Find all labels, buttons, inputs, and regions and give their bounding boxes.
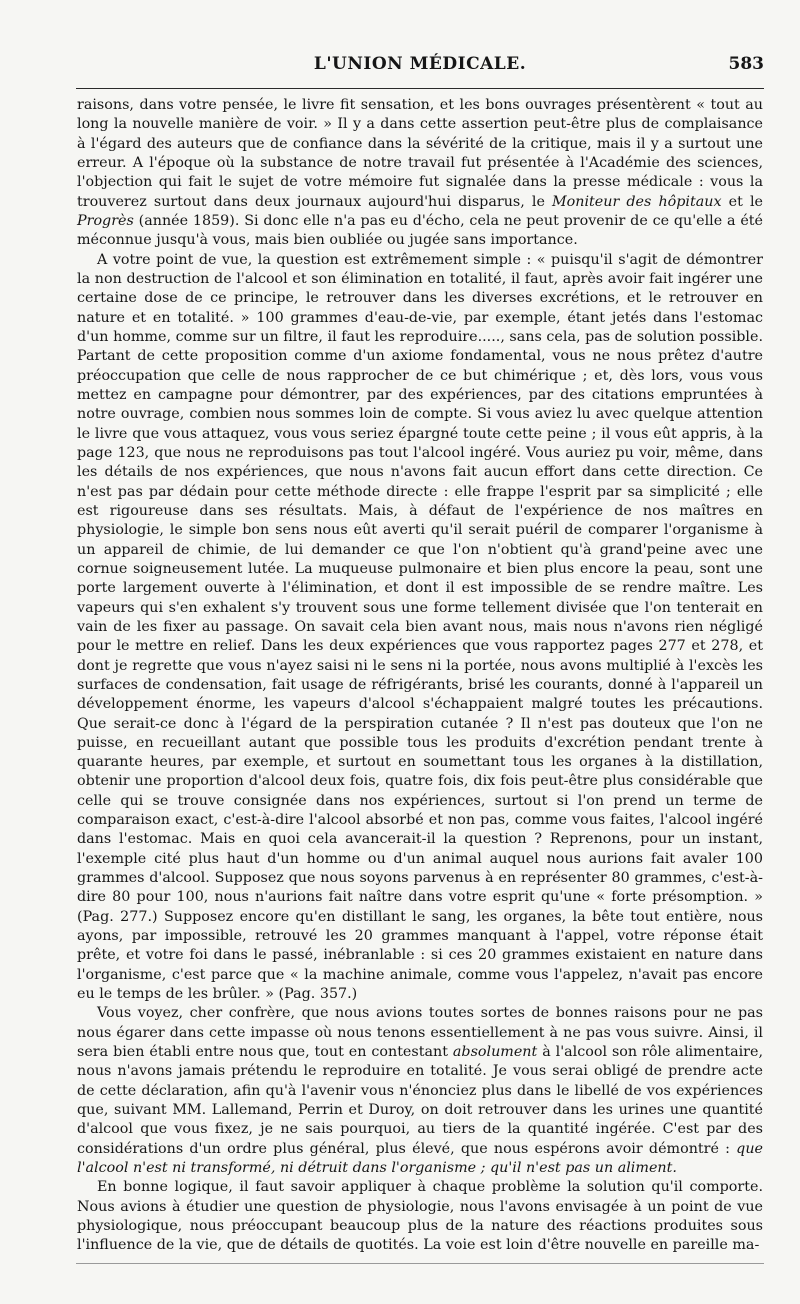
text-run: à l'alcool son rôle alimentaire, nous n'avons jamais prétendu le reproduire en totalité. Je vous serai obligé de prendre acte de cette déclaration, afin qu'à l'avenir vous n'énonciez plus dans le libellé de vos expériences que, suivant MM. Lallemand, Perrin et Duroy, on doit retrouver dans les urines une quantité d'alcool que vous fixez, je ne sais pourquoi, au tiers de la quantité ingérée. C'est par des considérations d'un ordre plus général, plus élevé, que nous espérons avoir démontré : <box>77 1044 764 1157</box>
paragraph-p3 <box>77 1004 763 1178</box>
paragraph-p1 <box>77 96 763 251</box>
paragraph-p4 <box>77 1178 763 1255</box>
page-number: 583 <box>728 54 764 74</box>
running-head <box>76 54 764 82</box>
paragraph-p2 <box>77 251 763 1005</box>
header-rule <box>76 88 764 89</box>
italic-text: Moniteur des hôpitaux <box>552 193 722 210</box>
text-run: En bonne logique, il faut savoir appliquer à chaque problème la solution qu'il comporte. Nous avions à étudier une question de physiologie, nous l'avons envisagée à un point de vue physiologique, nous préoccupant beaucoup plus de la nature des réactions produites sous l'influence de la vie, que de détails de quotités. La voie est loin d'être nouvelle en pareille ma- <box>77 1179 763 1254</box>
article-body <box>77 96 763 1256</box>
text-run: A votre point de vue, la question est extrêmement simple : « puisqu'il s'agit de démontrer la non destruction de l'alcool et son élimination en totalité, il faut, après avoir fait ingérer une certaine dose de ce principe, le retrouver dans les diverses excrétions, et le retrouver en nature et en totalité. » 100 grammes d'eau-de-vie, par exemple, étant jetés dans l'estomac d'un homme, comme sur un filtre, il faut les reproduire....., sans cela, pas de solution possible. Partant de cette proposition comme d'un axiome fondamental, vous ne nous prêtez d'autre préoccupation que celle de nous rapprocher de ce but chimérique ; et, dès lors, vous vous mettez en campagne pour démontrer, par des expériences, par des citations empruntées à notre ouvrage, combien nous sommes loin de compte. Si vous aviez lu avec quelque attention le livre que vous attaquez, vous vous seriez épargné toute cette peine ; il vous eût appris, à la page 123, que nous ne reproduisons pas tout l'alcool ingéré. Vous auriez pu voir, même, dans les détails de nos expériences, que nous n'avons fait aucun effort dans cette direction. Ce n'est pas par dédain pour cette méthode directe : elle frappe l'esprit par sa simplicité ; elle est rigoureuse dans ses résultats. Mais, à défaut de l'expérience de nos maîtres en physiologie, le simple bon sens nous eût averti qu'il serait puéril de comparer l'organisme à un appareil de chimie, de lui demander ce que l'on n'obtient qu'à grand'peine avec une cornue soigneusement lutée. La muqueuse pulmonaire et bien plus encore la peau, sont une porte largement ouverte à l'élimination, et dont il est impossible de se rendre maître. Les vapeurs qui s'en exhalent s'y trouvent sous une forme tellement divisée que l'on tenterait en vain de les fixer au passage. On savait cela bien avant nous, mais nous n'avons rien négligé pour le mettre en relief. Dans les deux expériences que vous rapportez pages 277 et 278, et dont je regrette que vous n'ayez saisi ni le sens ni la portée, nous avons multiplié à l'excès les surfaces de condensation, fait usage de réfrigérants, brisé les courants, donné à l'appareil un développement énorme, les vapeurs d'alcool s'échappaient malgré toutes les précautions. Que serait-ce donc à l'égard de la perspiration cutanée ? Il n'est pas douteux que l'on ne puisse, en recueillant autant que possible tous les produits d'excrétion pendant trente à quarante heures, par exemple, et surtout en soumettant tous les organes à la distillation, obtenir une proportion d'alcool deux fois, quatre fois, dix fois peut-être plus considérable que celle qui se trouve consignée dans nos expériences, surtout si l'on prend un terme de comparaison exact, c'est-à-dire l'alcool absorbé et non pas, comme vous faites, l'alcool ingéré dans l'estomac. Mais en quoi cela avancerait-il la question ? Reprenons, pour un instant, l'exemple cité plus haut d'un homme ou d'un animal auquel nous aurions fait avaler 100 grammes d'alcool. Supposez que nous soyons parvenus à en représenter 80 grammes, c'est-à-dire 80 pour 100, nous n'aurions fait naître dans votre esprit qu'une « forte présomption. » (Pag. 277.) Supposez encore qu'en distillant le sang, les organes, la bête tout entière, nous ayons, par impossible, retrouvé les 20 grammes manquant à l'appel, votre réponse était prête, et votre foi dans le passé, inébranlable : si ces 20 grammes existaient en nature dans l'organisme, c'est parce que « la machine animale, comme vous l'appelez, n'avait pas encore eu le temps de les brûler. » (Pag. 357.) <box>77 251 763 1003</box>
italic-text: que l'alcool n'est ni transformé, ni détruit dans l'organisme ; qu'il n'est pas un aliment. <box>77 1140 763 1177</box>
text-run: (année 1859). Si donc elle n'a pas eu d'écho, cela ne peut provenir de ce qu'elle a été méconnue jusqu'à vous, mais bien oubliée ou jugée sans importance. <box>77 212 763 249</box>
text-run: et le <box>721 193 763 210</box>
footer-rule <box>76 1263 764 1264</box>
italic-text: Progrès <box>77 212 134 229</box>
text-run: Vous voyez, cher confrère, que nous avions toutes sortes de bonnes raisons pour ne pas nous égarer dans cette impasse où nous tenons essentiellement à ne pas vous suivre. Ainsi, il sera bien établi entre nous que, tout en contestant <box>77 1005 763 1061</box>
italic-text: absolument <box>452 1044 538 1061</box>
text-run: raisons, dans votre pensée, le livre fit sensation, et les bons ouvrages présentèrent « tout au long la nouvelle manière de voir. » Il y a dans cette assertion peut-être plus de complaisance à l'égard des auteurs que de confiance dans la sévérité de la critique, mais il y a surtout une erreur. A l'époque où la substance de notre travail fut présentée à l'Académie des sciences, l'objection qui fait le sujet de votre mémoire fut signalée dans la presse médicale : vous la trouverez surtout dans deux journaux aujourd'hui disparus, le <box>77 97 763 210</box>
running-title: L'UNION MÉDICALE. <box>313 54 527 74</box>
